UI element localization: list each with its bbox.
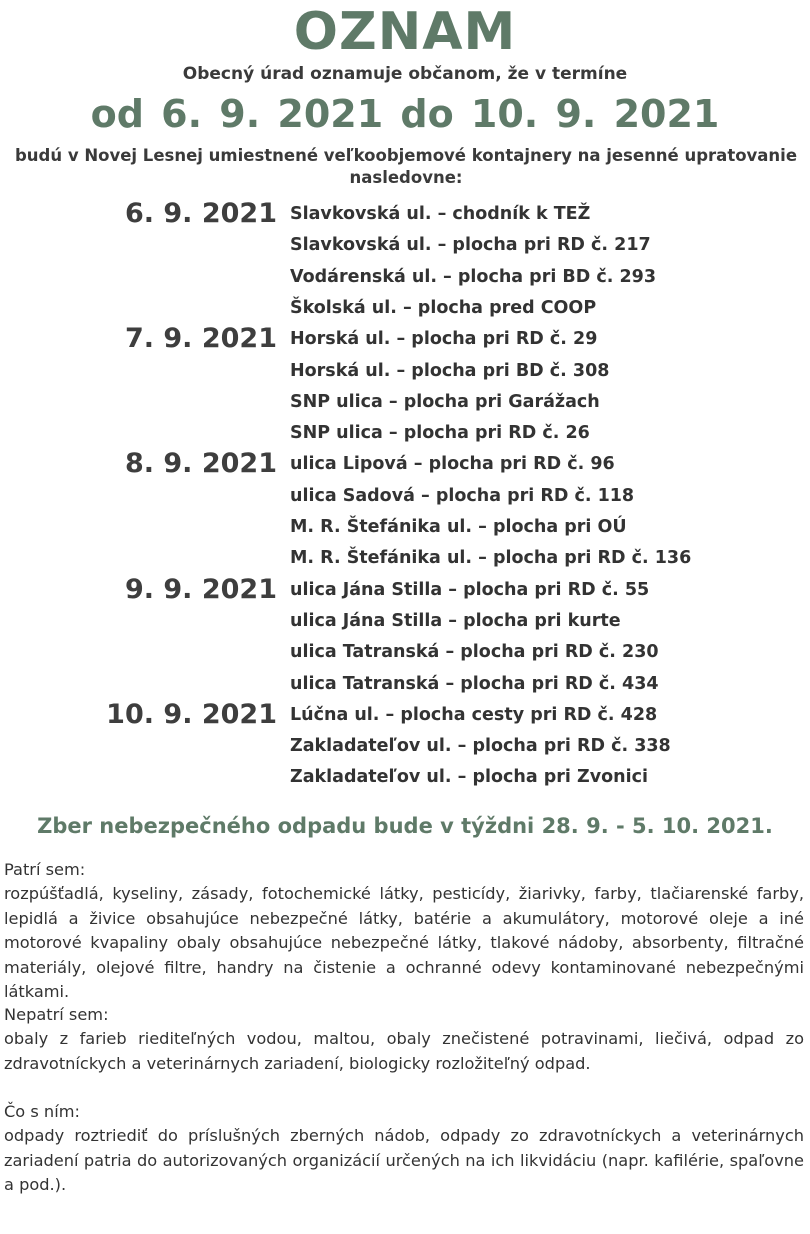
schedule-location: Slavkovská ul. – chodník k TEŽ	[290, 204, 591, 224]
notice-title: OZNAM	[293, 2, 517, 62]
belongs-heading: Patrí sem:	[4, 860, 86, 879]
schedule-row	[0, 421, 810, 452]
schedule-location: Vodárenská ul. – plocha pri BD č. 293	[290, 266, 657, 287]
schedule-row	[0, 765, 810, 796]
schedule-location: ulica Sadová – plocha pri RD č. 118	[290, 485, 635, 506]
schedule-date: 6. 9. 2021	[124, 198, 277, 229]
schedule-location: ulica Tatranská – plocha pri RD č. 434	[290, 673, 659, 694]
belongs-text: rozpúšťadlá, kyseliny, zásady, fotochemické látky, pesticídy, žiarivky, farby, tlačiarenské farby, lepidlá a živice obsahujúce nebezpečné látky, batérie a akumulátory, motorové oleje a iné motorové kvapaliny obaly obsahujúce nebezpečné látky, tlakové nádoby, absorbenty, filtračné materiály, olejové filtre, handry na čistenie a ochranné odevy kontaminované nebezpečnými látkami.	[4, 884, 804, 1002]
schedule-location: ulica Jána Stilla – plocha pri kurte	[290, 610, 621, 631]
schedule-location: Horská ul. – plocha pri RD č. 29	[290, 329, 598, 350]
schedule-location: M. R. Štefánika ul. – plocha pri RD č. 136	[290, 548, 692, 569]
schedule-location: Zakladateľov ul. – plocha pri RD č. 338	[290, 736, 671, 757]
schedule-row	[0, 323, 810, 358]
description-text: budú v Novej Lesnej umiestnené veľkoobjemové kontajnery na jesenné upratovanie nasledovne:	[14, 146, 798, 187]
schedule-row	[0, 515, 810, 546]
schedule-row	[0, 640, 810, 671]
schedule-row	[0, 265, 810, 296]
schedule-date: 9. 9. 2021	[124, 573, 277, 605]
not-belongs-heading: Nepatrí sem:	[4, 1005, 109, 1024]
schedule-location: Horská ul. – plocha pri BD č. 308	[290, 360, 610, 381]
schedule-row	[0, 698, 810, 734]
schedule-row	[0, 734, 810, 765]
belongs-section	[4, 858, 804, 1004]
schedule-row	[0, 233, 810, 264]
schedule-row	[0, 359, 810, 390]
intro-text: Obecný úrad oznamuje občanom, že v termíne	[182, 64, 628, 84]
schedule-location: Školská ul. – plocha pred COOP	[290, 297, 597, 318]
what-to-do-text: odpady roztriediť do príslušných zberných nádob, odpady zo zdravotníckych a veterinárnych zariadení patria do autorizovaných organizácií určených na ich likvidáciu (napr. kafilérie, spaľovne a pod.).	[4, 1126, 804, 1195]
hazardous-waste-title: Zber nebezpečného odpadu bude v týždni 28. 9. - 5. 10. 2021.	[37, 814, 773, 838]
schedule-location: SNP ulica – plocha pri RD č. 26	[290, 423, 590, 444]
schedule-location: Slavkovská ul. – plocha pri RD č. 217	[290, 235, 651, 256]
what-to-do-section	[4, 1100, 804, 1198]
schedule-date: 7. 9. 2021	[124, 323, 277, 355]
schedule-date: 8. 9. 2021	[124, 448, 277, 480]
schedule-row	[0, 448, 810, 483]
schedule-location: ulica Jána Stilla – plocha pri RD č. 55	[290, 579, 650, 600]
schedule-location: ulica Lipová – plocha pri RD č. 96	[290, 454, 615, 475]
schedule-row	[0, 573, 810, 609]
schedule-row	[0, 609, 810, 640]
schedule-location: M. R. Štefánika ul. – plocha pri OÚ	[290, 517, 627, 537]
schedule-location: SNP ulica – plocha pri Garážach	[290, 391, 600, 412]
not-belongs-text: obaly z farieb riediteľných vodou, maltou, obaly znečistené potravinami, liečivá, odpad zo zdravotníckych a veterinárnych zariadení, biologicky rozložiteľný odpad.	[4, 1029, 804, 1073]
schedule-row	[0, 390, 810, 421]
schedule-location: Zakladateľov ul. – plocha pri Zvonici	[290, 767, 648, 788]
schedule-location: Lúčna ul. – plocha cesty pri RD č. 428	[290, 704, 658, 725]
date-range: od 6. 9. 2021 do 10. 9. 2021	[90, 92, 720, 136]
what-to-do-heading: Čo s ním:	[4, 1102, 80, 1121]
schedule-row	[0, 198, 810, 233]
schedule-row	[0, 484, 810, 515]
schedule-row	[0, 546, 810, 577]
not-belongs-section	[4, 1003, 804, 1076]
schedule-date: 10. 9. 2021	[106, 698, 277, 730]
schedule-row	[0, 296, 810, 327]
schedule-location: ulica Tatranská – plocha pri RD č. 230	[290, 642, 659, 663]
